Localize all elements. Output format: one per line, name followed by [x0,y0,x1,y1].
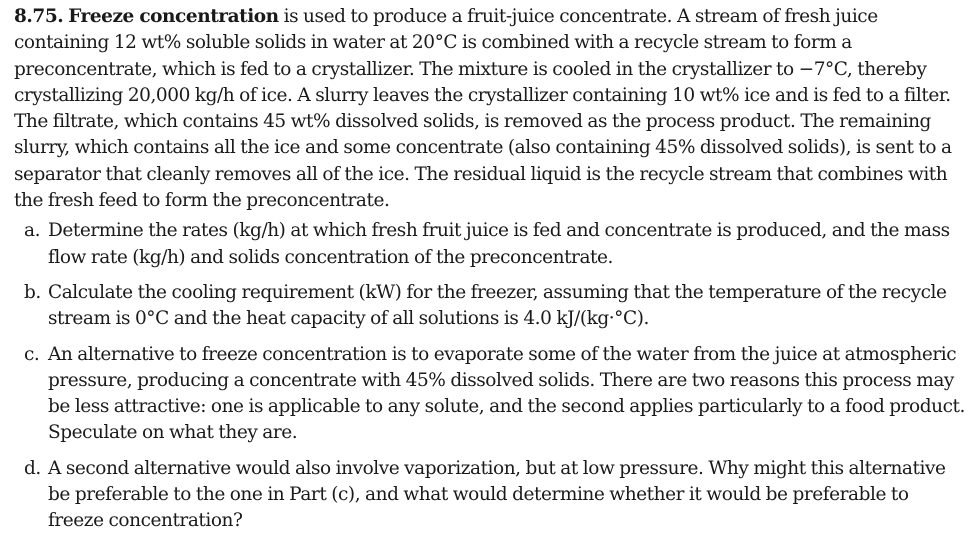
problem-part-a [14,218,969,271]
problem-intro-text: is used to produce a fruit-juice concentrate. A stream of fresh juice containing 12 wt% soluble solids in water at 20°C is combined with a recycle stream to form a preconcentrate, which is fed to a crystallizer. The mixture is cooled in the crystallizer to −7°C, thereby crystallizing 20,000 kg/h of ice. A slurry leaves the crystallizer containing 10 wt% ice and is fed to a filter. The filtrate, which contains 45 wt% dissolved solids, is removed as the process product. The remaining slurry, which contains all the ice and some concentrate (also containing 45% dissolved solids), is sent to a separator that cleanly removes all of the ice. The residual liquid is the recycle stream that combines with the fresh feed to form the preconcentrate. [14,6,952,212]
problem-statement [14,4,969,214]
problem-page [14,4,969,544]
part-text: A second alternative would also involve vaporization, but at low pressure. Why might this alternative be preferable to the one in Part (c), and what would determine whether it would be preferable to freeze concentration? [48,457,946,532]
problem-parts-list [14,218,969,534]
part-text: An alternative to freeze concentration is to evaporate some of the water from the juice at atmospheric pressure, producing a concentrate with 45% dissolved solids. There are two reasons this process may be less attractive: one is applicable to any solute, and the second applies particularly to a food product. Speculate on what they are. [48,343,965,444]
part-letter: d. [24,457,41,479]
part-letter: c. [24,343,40,365]
problem-part-b [14,280,969,333]
part-letter: a. [24,220,41,242]
problem-number: 8.75. [14,6,64,27]
part-letter: b. [24,281,41,303]
problem-part-d [14,456,969,535]
part-text: Calculate the cooling requirement (kW) for the freezer, assuming that the temperature of the recycle stream is 0°C and the heat capacity of all solutions is 4.0 kJ/(kg·°C). [48,281,947,330]
part-text: Determine the rates (kg/h) at which fresh fruit juice is fed and concentrate is produced, and the mass flow rate (kg/h) and solids concentration of the preconcentrate. [48,220,950,268]
problem-title: Freeze concentration [68,6,279,27]
problem-part-c [14,342,969,447]
